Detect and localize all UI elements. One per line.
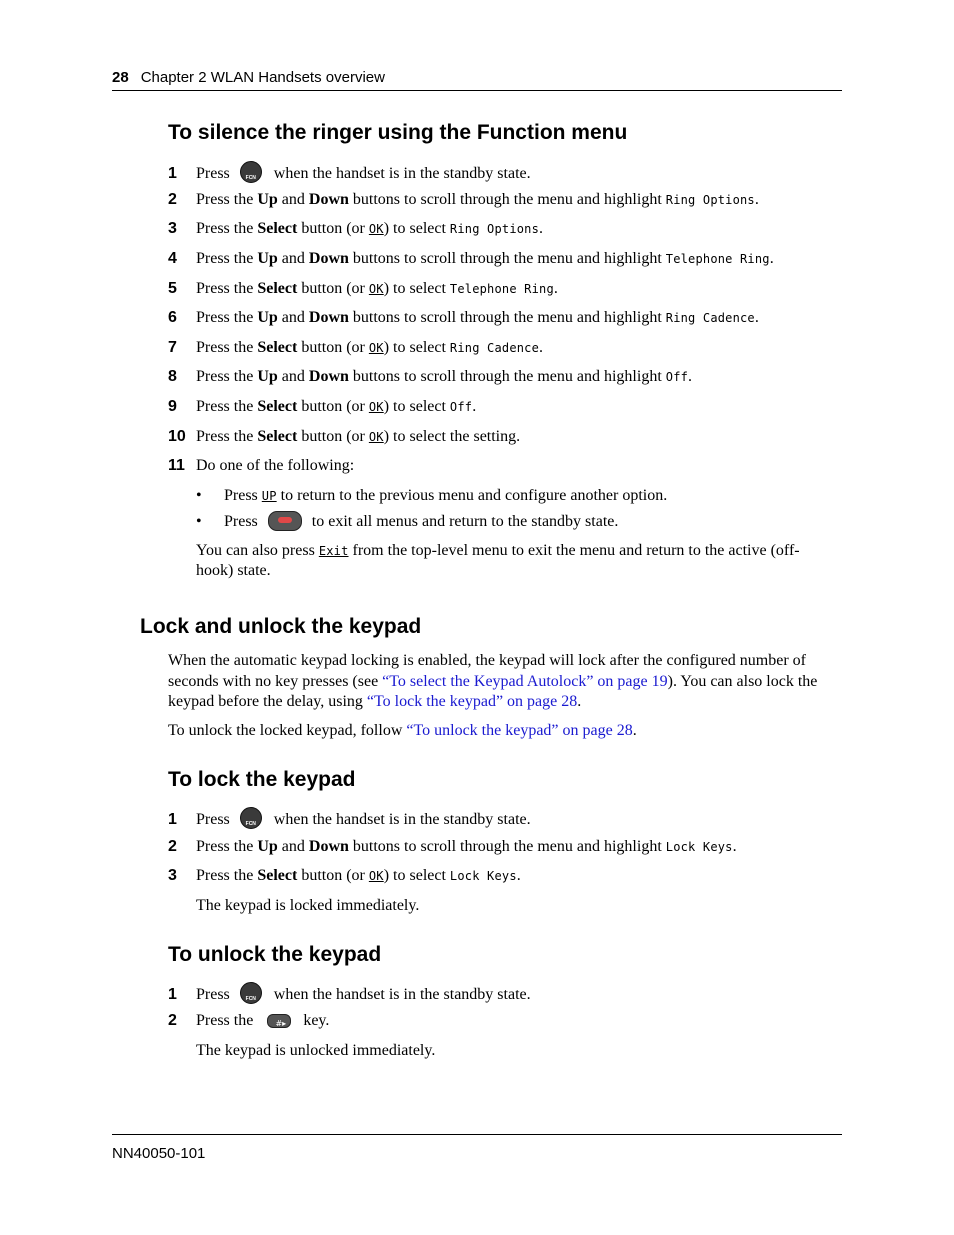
header-rule — [112, 90, 842, 91]
silence-step-5: 5 Press the Select button (or OK) to select Telephone Ring. — [168, 280, 558, 297]
exit-note: You can also press Exit from the top-level menu to exit the menu and return to the active (off-hook) state. — [196, 542, 800, 579]
lock-step-2: 2 Press the Up and Down buttons to scroll through the menu and highlight Lock Keys. — [168, 838, 737, 855]
silence-step-9: 9 Press the Select button (or OK) to select Off. — [168, 398, 477, 415]
doc-id: NN40050-101 — [112, 1145, 206, 1162]
lock-key-icon: #▸ — [267, 1014, 291, 1028]
unlock-step-2: 2 Press the #▸ key. — [168, 1012, 330, 1029]
page-header — [112, 69, 385, 86]
end-call-key-icon — [268, 511, 302, 531]
bullet-end-call: • Press to exit all menus and return to the standby state. — [196, 513, 619, 530]
link-unlock-keypad[interactable]: “To unlock the keypad” on page 28 — [406, 722, 633, 739]
link-lock-keypad[interactable]: “To lock the keypad” on page 28 — [366, 693, 578, 710]
link-keypad-autolock[interactable]: “To select the Keypad Autolock” on page 19 — [382, 672, 668, 690]
lock-title: To lock the keypad — [168, 768, 356, 791]
fcn-key-icon: FCN — [240, 982, 262, 1004]
silence-step-6: 6 Press the Up and Down buttons to scroll through the menu and highlight Ring Cadence. — [168, 309, 759, 326]
silence-step-11: 11 Do one of the following: — [168, 457, 355, 474]
silence-step-1: 1 Press FCN when the handset is in the standby state. — [168, 161, 531, 184]
unlock-title: To unlock the keypad — [168, 943, 382, 966]
silence-step-10: 10 Press the Select button (or OK) to select the setting. — [168, 428, 521, 445]
lock-step-1: 1 Press FCN when the handset is in the standby state. — [168, 807, 531, 830]
footer-rule — [112, 1134, 842, 1135]
lock-result: The keypad is locked immediately. — [196, 897, 420, 914]
unlock-result: The keypad is unlocked immediately. — [196, 1042, 436, 1059]
silence-step-8: 8 Press the Up and Down buttons to scroll through the menu and highlight Off. — [168, 368, 693, 385]
silence-step-4: 4 Press the Up and Down buttons to scroll through the menu and highlight Telephone Ring. — [168, 250, 774, 267]
page-number: 28 — [112, 69, 129, 86]
softkey-label: OK — [368, 222, 384, 236]
exit-softkey-label: Exit — [318, 544, 349, 558]
bullet-up: • Press UP to return to the previous menu and configure another option. — [196, 487, 668, 504]
lock-section-para-2: To unlock the locked keypad, follow “To unlock the keypad” on page 28. — [168, 722, 637, 739]
silence-step-3: 3 Press the Select button (or OK) to select Ring Options. — [168, 220, 544, 237]
lock-section-title: Lock and unlock the keypad — [140, 615, 422, 638]
fcn-key-icon: FCN — [240, 807, 262, 829]
up-softkey-label: UP — [261, 489, 277, 503]
silence-title: To silence the ringer using the Function menu — [168, 121, 628, 144]
lock-section-para-1: When the automatic keypad locking is enabled, the keypad will lock after the configured number of seconds with no key presses (see “To select the Keypad Autolock” on page 19). You can also lock the keypad before the delay, using “To lock the keypad” on page 28. — [168, 652, 818, 710]
lock-step-3: 3 Press the Select button (or OK) to select Lock Keys. — [168, 867, 521, 884]
silence-step-2: 2 Press the Up and Down buttons to scroll through the menu and highlight Ring Options. — [168, 191, 759, 208]
unlock-step-1: 1 Press FCN when the handset is in the standby state. — [168, 982, 531, 1005]
menu-item-code: Ring Options — [665, 193, 755, 207]
silence-step-7: 7 Press the Select button (or OK) to select Ring Cadence. — [168, 339, 544, 356]
chapter-title: Chapter 2 WLAN Handsets overview — [140, 69, 385, 86]
fcn-key-icon: FCN — [240, 161, 262, 183]
